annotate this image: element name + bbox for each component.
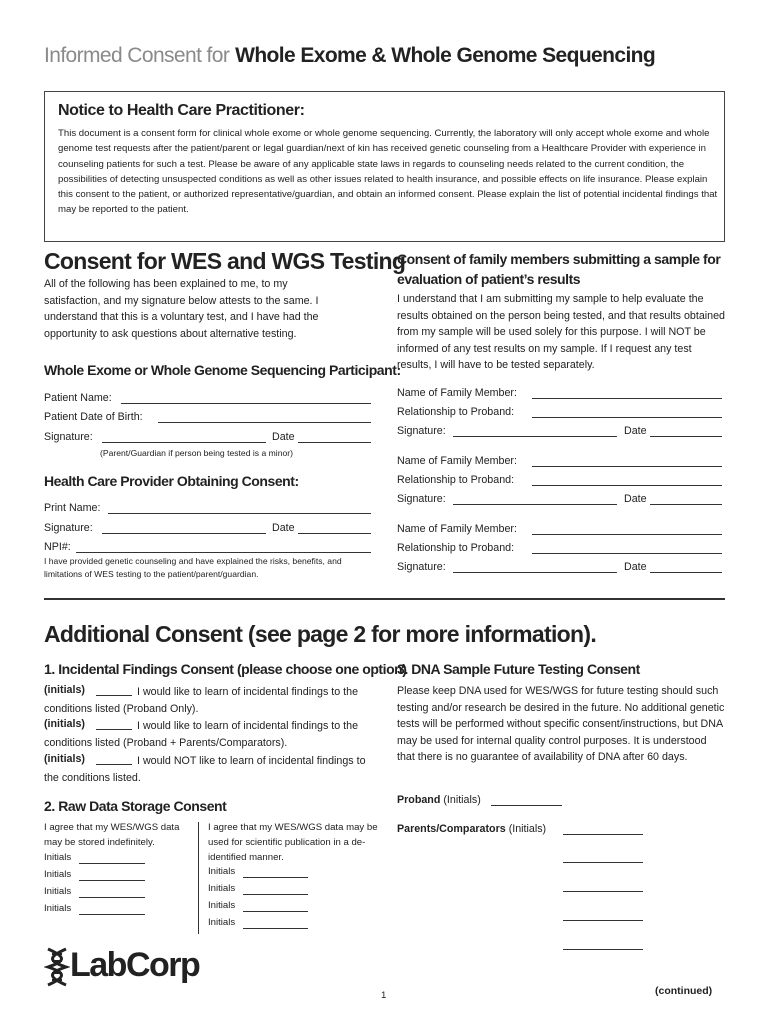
raw-col2-text: I agree that my WES/WGS data may be used for scientific publication in a de-identified manner. [208, 822, 378, 863]
raw-data-heading: 2. Raw Data Storage Consent [44, 798, 227, 814]
raw-col1-initials-label: Initials [44, 903, 72, 914]
patient-dob-field[interactable] [158, 422, 371, 423]
notice-heading: Notice to Health Care Practitioner: [58, 102, 305, 119]
title-prefix: Informed Consent for [44, 44, 230, 67]
provider-note: I have provided genetic counseling and have explained the risks, benefits, and limitations of WES testing to the patient/parent/guardian. [44, 556, 342, 579]
incidental-heading: 1. Incidental Findings Consent (please choose one option) [44, 661, 407, 677]
raw-col2-initials-label: Initials [208, 883, 236, 894]
provider-signature-field[interactable] [102, 533, 266, 534]
logo-text: LabCorp [70, 946, 200, 984]
family-signature-label: Signature: [397, 425, 446, 437]
print-name-label: Print Name: [44, 502, 101, 514]
option-text: I would like to learn of incidental findings to the conditions listed (Proband + Parents/Comparators). [44, 720, 359, 749]
section-divider [44, 598, 725, 600]
family-signature-field[interactable] [453, 572, 617, 573]
patient-name-label: Patient Name: [44, 392, 112, 404]
notice-box [44, 91, 725, 242]
raw-col1-initials-field[interactable] [79, 897, 145, 898]
family-date-field[interactable] [650, 572, 722, 573]
family-date-label: Date [624, 425, 647, 437]
raw-col1-initials-field[interactable] [79, 880, 145, 881]
patient-dob-label: Patient Date of Birth: [44, 411, 143, 423]
raw-col2-initials-label: Initials [208, 917, 236, 928]
parents-text: Parents/Comparators [397, 823, 506, 835]
page-number: 1 [381, 990, 387, 1001]
guardian-note: (Parent/Guardian if person being tested is a minor) [100, 448, 293, 458]
provider-signature-label: Signature: [44, 522, 93, 534]
family-name-field[interactable] [532, 534, 722, 535]
family-date-field[interactable] [650, 436, 722, 437]
proband-initials-field[interactable] [491, 805, 562, 806]
family-heading: Consent of family members submitting a sample for evaluation of patient’s results [397, 251, 721, 287]
raw-col2-initials-field[interactable] [243, 928, 308, 929]
family-signature-field[interactable] [453, 504, 617, 505]
column-divider [198, 822, 199, 934]
family-signature-field[interactable] [453, 436, 617, 437]
parents-initials-field[interactable] [563, 891, 643, 892]
raw-col1-initials-field[interactable] [79, 863, 145, 864]
document-title [44, 44, 655, 68]
family-relationship-field[interactable] [532, 485, 722, 486]
continued-note: (continued) [655, 985, 713, 997]
raw-col1-initials-field[interactable] [79, 914, 145, 915]
provider-heading: Health Care Provider Obtaining Consent: [44, 473, 299, 489]
parents-initials-field[interactable] [563, 920, 643, 921]
family-signature-label: Signature: [397, 561, 446, 573]
family-name-field[interactable] [532, 466, 722, 467]
family-name-label: Name of Family Member: [397, 523, 517, 535]
family-relationship-label: Relationship to Proband: [397, 406, 515, 418]
family-date-field[interactable] [650, 504, 722, 505]
parents-label [397, 823, 546, 835]
raw-col2-initials-label: Initials [208, 866, 236, 877]
option-text: I would NOT like to learn of incidental findings to the conditions listed. [44, 755, 366, 784]
consent-body: All of the following has been explained to me, to my satisfaction, and my signature below attests to the same. I understand that this is a voluntary test, and I have had the opportunity to ask questions about alternative testing. [44, 278, 319, 340]
raw-col2-initials-label: Initials [208, 900, 236, 911]
family-relationship-label: Relationship to Proband: [397, 542, 515, 554]
parents-initials-field[interactable] [563, 834, 643, 835]
additional-heading: Additional Consent (see page 2 for more information). [44, 621, 597, 647]
dna-body: Please keep DNA used for WES/WGS for future testing should such testing and/or research be desired in the future. No additional genetic tests will be performed without specific consent/instructions, but DNA may be used for internal quality control purposes. It is understood that there is no guarantee of availability of DNA after 60 days. [397, 685, 725, 764]
provider-date-field[interactable] [298, 533, 371, 534]
consent-heading: Consent for WES and WGS Testing [44, 248, 406, 274]
family-name-field[interactable] [532, 398, 722, 399]
raw-col2-initials-field[interactable] [243, 894, 308, 895]
initials-label: (initials) [44, 753, 85, 765]
family-relationship-label: Relationship to Proband: [397, 474, 515, 486]
raw-col1-initials-label: Initials [44, 852, 72, 863]
family-date-label: Date [624, 561, 647, 573]
family-date-label: Date [624, 493, 647, 505]
family-signature-label: Signature: [397, 493, 446, 505]
patient-date-field[interactable] [298, 442, 371, 443]
print-name-field[interactable] [108, 513, 371, 514]
parents-initials-field[interactable] [563, 862, 643, 863]
provider-date-label: Date [272, 522, 295, 534]
raw-col1-text: I agree that my WES/WGS data may be stored indefinitely. [44, 822, 180, 848]
parents-initials-field[interactable] [563, 949, 643, 950]
parents-initials-paren: (Initials) [508, 823, 547, 835]
family-name-label: Name of Family Member: [397, 387, 517, 399]
notice-body: This document is a consent form for clinical whole exome or whole genome sequencing. Currently, the laboratory will only accept whole exome and whole genome test requests after the patient/parent or legal guardian/next of kin has received genetic counseling from a Healthcare Provider with experience in counseling patients for such a test. Please be aware of any applicable state laws in regards to counseling needs related to the current condition, the possibilities of detecting unsuspected conditions as well as other issues related to health insurance, and possible effects on life insurance. Please explain this consent to the patient, or authorized representative/guardian, and obtain an informed consent. Please explain the list of potential incidental findings that may be reported to the patient. [58, 128, 718, 216]
raw-col2-initials-field[interactable] [243, 877, 308, 878]
title-main: Whole Exome & Whole Genome Sequencing [235, 44, 656, 67]
raw-col1-initials-label: Initials [44, 886, 72, 897]
family-name-label: Name of Family Member: [397, 455, 517, 467]
patient-signature-label: Signature: [44, 431, 93, 443]
raw-col1-initials-label: Initials [44, 869, 72, 880]
option-text: I would like to learn of incidental findings to the conditions listed (Proband Only). [44, 686, 359, 715]
proband-initials-paren: (Initials) [443, 794, 481, 806]
npi-label: NPI#: [44, 541, 71, 553]
family-relationship-field[interactable] [532, 417, 722, 418]
family-body: I understand that I am submitting my sample to help evaluate the results obtained on the person being tested, and that results obtained from my sample will be used solely for this purpose. I will NOT be informed of any test results on my sample. If I request any test results, I will have to be tested separately. [397, 293, 725, 372]
patient-date-label: Date [272, 431, 295, 443]
family-relationship-field[interactable] [532, 553, 722, 554]
proband-text: Proband [397, 794, 441, 806]
dna-helix-icon [44, 947, 70, 987]
patient-name-field[interactable] [121, 403, 371, 404]
npi-field[interactable] [76, 552, 371, 553]
initials-label: (initials) [44, 718, 85, 730]
proband-label [397, 794, 481, 806]
initials-label: (initials) [44, 684, 85, 696]
patient-signature-field[interactable] [102, 442, 266, 443]
participant-heading: Whole Exome or Whole Genome Sequencing Participant: [44, 362, 401, 378]
dna-heading: 3. DNA Sample Future Testing Consent [397, 661, 640, 677]
raw-col2-initials-field[interactable] [243, 911, 308, 912]
